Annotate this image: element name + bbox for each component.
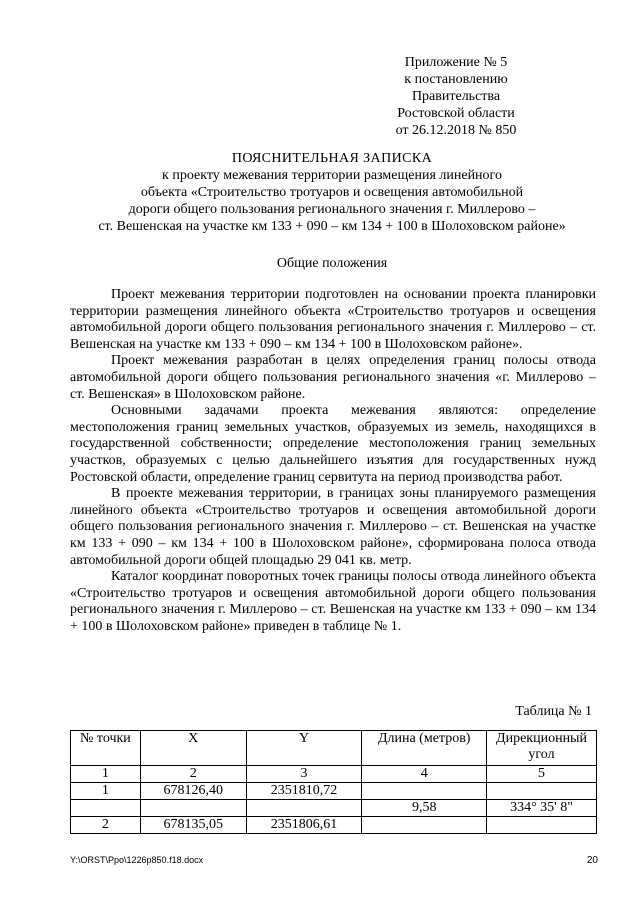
table-cell: 2 xyxy=(140,766,246,783)
header-cell: Y xyxy=(246,731,362,766)
section-heading: Общие положения xyxy=(276,256,388,271)
appendix-line: от 26.12.2018 № 850 xyxy=(395,123,517,138)
appendix-line: Приложение № 5 xyxy=(404,55,508,70)
appendix-line: к постановлению xyxy=(404,72,508,87)
table-row xyxy=(71,783,597,800)
title-line: объекта «Строительство тротуаров и освещения автомобильной xyxy=(140,185,524,200)
title-line: к проекту межевания территории размещения линейного xyxy=(162,168,502,183)
table-cell xyxy=(362,783,487,800)
table-cell: 9,58 xyxy=(362,800,487,817)
table-cell xyxy=(362,817,487,834)
table-cell: 334° 35' 8" xyxy=(487,800,597,817)
table-cell: 1 xyxy=(71,766,141,783)
title-line: дороги общего пользования регионального значения г. Миллерово – xyxy=(128,202,536,217)
appendix-line: Ростовской области xyxy=(397,106,515,121)
table-row xyxy=(71,766,597,783)
table-cell xyxy=(246,800,362,817)
title-main: ПОЯСНИТЕЛЬНАЯ ЗАПИСКА xyxy=(231,151,433,166)
table-cell: 2 xyxy=(71,817,141,834)
body-text xyxy=(70,287,596,635)
table-cell: 2351810,72 xyxy=(246,783,362,800)
paragraph: Проект межевания разработан в целях определения границ полосы отвода автомобильной дороги общего пользования регионального значения «г. Миллерово – ст. Вешенская» в Шолоховском районе. xyxy=(70,353,596,402)
paragraph: Каталог координат поворотных точек границы полосы отвода линейного объекта «Строительство тротуаров и освещения автомобильной дороги общего пользования регионального значения г. Миллерово – ст. Вешенская на участке км 133 + 090 – км 134 + 100 в Шолоховском районе» приведен в таблице № 1. xyxy=(70,569,596,634)
table-cell: 1 xyxy=(71,783,141,800)
footer-file-path: Y:\ORST\Ppo\1226p850.f18.docx xyxy=(70,855,204,865)
table-cell: 678135,05 xyxy=(140,817,246,834)
appendix-line: Правительства xyxy=(411,89,501,104)
table-cell: 5 xyxy=(487,766,597,783)
table-row xyxy=(71,800,597,817)
coordinates-table xyxy=(70,730,597,834)
table-cell xyxy=(71,800,141,817)
header-cell: Дирекционный угол xyxy=(487,731,597,766)
appendix-block xyxy=(346,54,566,139)
table-cell xyxy=(487,817,597,834)
table-cell: 2351806,61 xyxy=(246,817,362,834)
table-row xyxy=(71,817,597,834)
document-title xyxy=(62,150,602,235)
table-cell xyxy=(140,800,246,817)
table-cell: 4 xyxy=(362,766,487,783)
header-cell: X xyxy=(140,731,246,766)
header-cell: № точки xyxy=(71,731,141,766)
page-number: 20 xyxy=(586,855,598,866)
table-label: Таблица № 1 xyxy=(515,704,592,719)
table-cell: 678126,40 xyxy=(140,783,246,800)
header-cell: Длина (метров) xyxy=(362,731,487,766)
paragraph: В проекте межевания территории, в границах зоны планируемого размещения линейного объекта «Строительство тротуаров и освещения автомобильной дороги общего пользования регионального значения г. Миллерово – ст. Вешенская на участке км 133 + 090 – км 134 + 100 в Шолоховском районе», сформирована полоса отвода автомобильной дороги общей площадью 29 041 кв. метр. xyxy=(70,486,596,568)
table-cell: 3 xyxy=(246,766,362,783)
table-cell xyxy=(487,783,597,800)
table-header-row xyxy=(71,731,597,766)
title-line: ст. Вешенская на участке км 133 + 090 – км 134 + 100 в Шолоховском районе» xyxy=(98,219,566,234)
paragraph: Основными задачами проекта межевания являются: определение местоположения границ земельных участков, образуемых из земель, находящихся в государственной собственности; определение местоположения границ земельных участков, образуемых с целью дальнейшего изъятия для государственных нужд Ростовской области, определение границ сервитута на период производства работ. xyxy=(70,403,596,485)
paragraph: Проект межевания территории подготовлен на основании проекта планировки территории размещения линейного объекта «Строительство тротуаров и освещения автомобильной дороги общего пользования регионального значения г. Миллерово – ст. Вешенская на участке км 133 + 090 – км 134 + 100 в Шолоховском районе». xyxy=(70,287,596,352)
